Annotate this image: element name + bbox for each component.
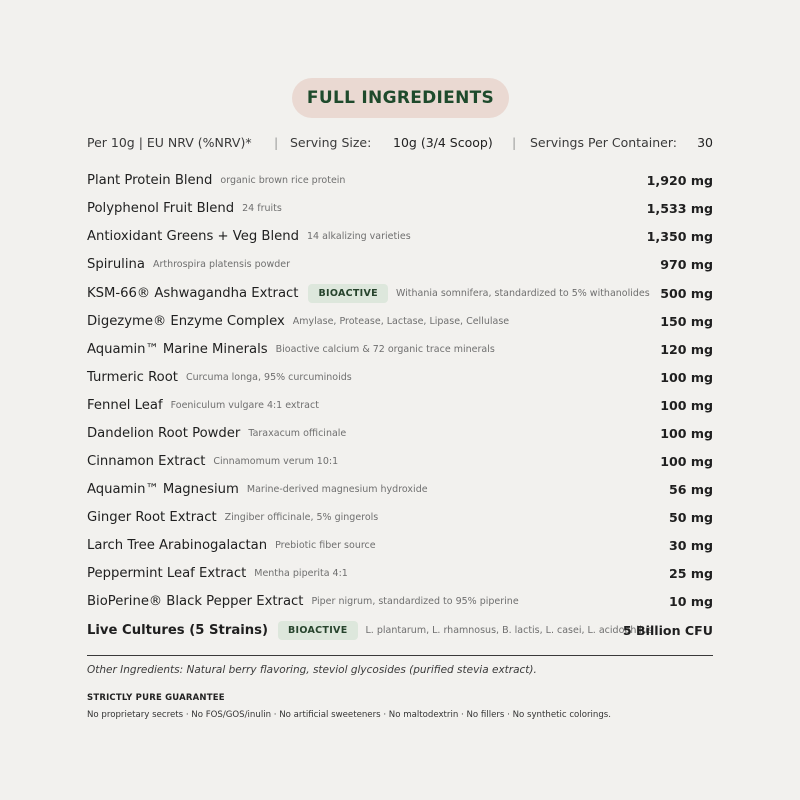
ingredient-name: Larch Tree Arabinogalactan bbox=[87, 537, 268, 553]
ingredient-description: Piper nigrum, standardized to 95% piperine bbox=[311, 595, 519, 607]
ingredient-name: Peppermint Leaf Extract bbox=[87, 565, 247, 581]
ingredient-row bbox=[87, 226, 713, 246]
divider bbox=[87, 655, 713, 656]
separator: | bbox=[274, 135, 279, 150]
ingredient-amount: 970 mg bbox=[660, 256, 713, 272]
ingredient-name: Turmeric Root bbox=[87, 369, 178, 385]
ingredient-row bbox=[87, 283, 713, 303]
ingredient-description: Cinnamomum verum 10:1 bbox=[213, 455, 339, 467]
ingredient-amount: 100 mg bbox=[660, 369, 713, 385]
ingredient-amount: 56 mg bbox=[668, 481, 713, 497]
serving-info bbox=[87, 135, 713, 153]
ingredient-name: Dandelion Root Powder bbox=[87, 425, 241, 441]
ingredient-row bbox=[87, 367, 713, 387]
ingredient-description: Mentha piperita 4:1 bbox=[254, 567, 348, 579]
ingredient-description: Prebiotic fiber source bbox=[275, 539, 376, 551]
guarantee-title: STRICTLY PURE GUARANTEE bbox=[87, 693, 225, 703]
ingredient-row bbox=[87, 395, 713, 415]
ingredient-name: KSM-66® Ashwagandha Extract bbox=[87, 285, 299, 301]
ingredient-name: Live Cultures (5 Strains) bbox=[87, 622, 269, 638]
ingredient-amount: 1,920 mg bbox=[646, 172, 713, 188]
ingredient-name: Ginger Root Extract bbox=[87, 509, 217, 525]
ingredient-amount: 100 mg bbox=[660, 397, 713, 413]
ingredient-row bbox=[87, 339, 713, 359]
ingredient-description: Withania somnifera, standardized to 5% withanolides bbox=[395, 287, 650, 299]
ingredient-name: Aquamin™ Marine Minerals bbox=[87, 341, 268, 357]
servings-per-container-label: Servings Per Container: bbox=[530, 135, 677, 150]
ingredient-row bbox=[87, 535, 713, 555]
ingredient-description: Arthrospira platensis powder bbox=[152, 258, 291, 270]
ingredient-row bbox=[87, 479, 713, 499]
ingredient-amount: 100 mg bbox=[660, 453, 713, 469]
separator: | bbox=[512, 135, 517, 150]
guarantee-text: No proprietary secrets · No FOS/GOS/inulin · No artificial sweeteners · No maltodextrin · No fillers · No synthetic colorings. bbox=[87, 710, 611, 720]
ingredient-description: Foeniculum vulgare 4:1 extract bbox=[170, 399, 319, 411]
ingredient-amount: 500 mg bbox=[660, 285, 713, 301]
ingredient-amount: 120 mg bbox=[660, 341, 713, 357]
ingredient-row bbox=[87, 254, 713, 274]
ingredient-description: Curcuma longa, 95% curcuminoids bbox=[185, 371, 352, 383]
ingredient-name: Spirulina bbox=[87, 256, 145, 272]
bioactive-badge: BIOACTIVE bbox=[278, 621, 357, 640]
ingredient-name: Plant Protein Blend bbox=[87, 172, 213, 188]
ingredient-description: Zingiber officinale, 5% gingerols bbox=[224, 511, 379, 523]
ingredient-amount: 50 mg bbox=[668, 509, 713, 525]
servings-per-container-value: 30 bbox=[697, 135, 713, 150]
ingredient-amount: 100 mg bbox=[660, 425, 713, 441]
title-badge bbox=[292, 78, 509, 118]
ingredient-description: Bioactive calcium & 72 organic trace minerals bbox=[275, 343, 495, 355]
ingredient-row bbox=[87, 170, 713, 190]
ingredient-row bbox=[87, 507, 713, 527]
ingredient-amount: 1,533 mg bbox=[646, 200, 713, 216]
ingredient-row bbox=[87, 591, 713, 611]
ingredient-description: Amylase, Protease, Lactase, Lipase, Cellulase bbox=[292, 315, 510, 327]
ingredient-description: organic brown rice protein bbox=[220, 174, 346, 186]
bioactive-badge: BIOACTIVE bbox=[308, 284, 387, 303]
serving-size-label: Serving Size: bbox=[290, 135, 372, 150]
ingredient-name: Cinnamon Extract bbox=[87, 453, 206, 469]
ingredient-row bbox=[87, 423, 713, 443]
ingredient-description: Taraxacum officinale bbox=[248, 427, 347, 439]
ingredient-row bbox=[87, 198, 713, 218]
nrv-label: Per 10g | EU NRV (%NRV)* bbox=[87, 135, 252, 150]
ingredient-row bbox=[87, 563, 713, 583]
ingredient-name: Polyphenol Fruit Blend bbox=[87, 200, 235, 216]
ingredient-description: Marine-derived magnesium hydroxide bbox=[246, 483, 428, 495]
ingredient-row bbox=[87, 311, 713, 331]
ingredient-description: 24 fruits bbox=[242, 202, 282, 214]
ingredient-amount: 25 mg bbox=[668, 565, 713, 581]
ingredient-description: L. plantarum, L. rhamnosus, B. lactis, L. casei, L. acidophilus bbox=[365, 624, 653, 636]
ingredient-amount: 150 mg bbox=[660, 313, 713, 329]
ingredient-name: Aquamin™ Magnesium bbox=[87, 481, 239, 497]
ingredient-amount: 30 mg bbox=[668, 537, 713, 553]
ingredient-amount: 10 mg bbox=[668, 593, 713, 609]
ingredient-amount: 5 Billion CFU bbox=[622, 622, 713, 638]
ingredient-name: Fennel Leaf bbox=[87, 397, 163, 413]
ingredient-row bbox=[87, 451, 713, 471]
ingredient-name: Antioxidant Greens + Veg Blend bbox=[87, 228, 299, 244]
other-ingredients: Other Ingredients: Natural berry flavoring, steviol glycosides (purified stevia extract). bbox=[87, 664, 537, 676]
ingredient-name: BioPerine® Black Pepper Extract bbox=[87, 593, 304, 609]
ingredient-description: 14 alkalizing varieties bbox=[306, 230, 411, 242]
ingredient-row bbox=[87, 620, 713, 640]
page-title: FULL INGREDIENTS bbox=[306, 88, 495, 108]
serving-size-value: 10g (3/4 Scoop) bbox=[393, 135, 493, 150]
ingredient-amount: 1,350 mg bbox=[646, 228, 713, 244]
ingredient-name: Digezyme® Enzyme Complex bbox=[87, 313, 285, 329]
